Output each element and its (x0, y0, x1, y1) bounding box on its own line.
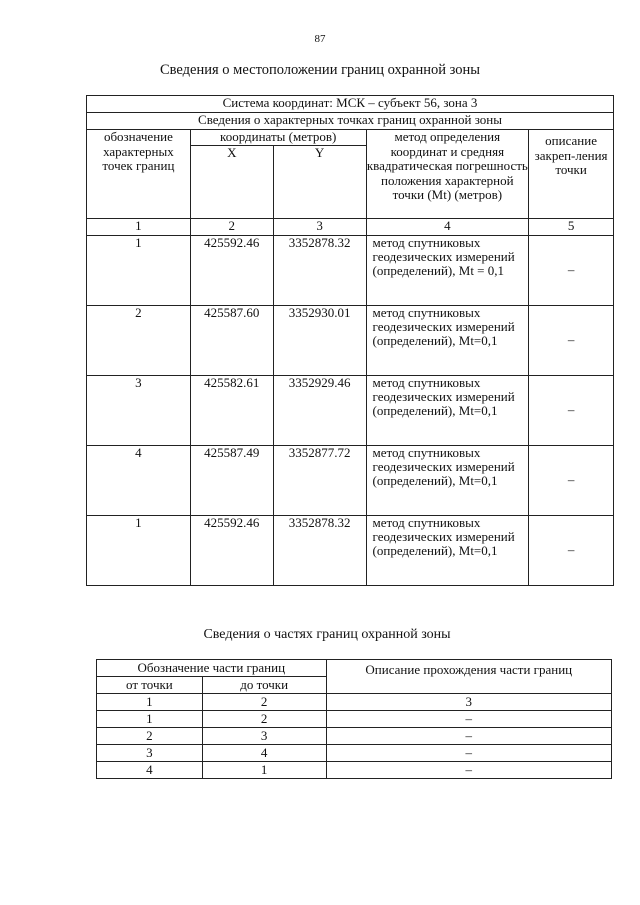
part-description: – (326, 728, 611, 745)
page-number: 87 (314, 33, 326, 45)
header-y: Y (273, 145, 366, 218)
point-description: – (529, 445, 614, 515)
table-row (97, 728, 612, 745)
header-part-description: Описание прохождения части границ (326, 660, 611, 694)
column-number: 4 (366, 218, 529, 235)
coordinate-y: 3352877.72 (273, 445, 366, 515)
column-number: 2 (190, 218, 273, 235)
column-number: 2 (202, 694, 326, 711)
point-designation: 3 (87, 375, 191, 445)
table-row (87, 305, 614, 375)
table-section-title: Сведения о характерных точках границ охранной зоны (87, 113, 614, 130)
part-description: – (326, 745, 611, 762)
coordinate-y: 3352930.01 (273, 305, 366, 375)
column-number: 5 (529, 218, 614, 235)
point-description: – (529, 235, 614, 305)
to-point: 4 (202, 745, 326, 762)
column-number: 1 (87, 218, 191, 235)
from-point: 4 (97, 762, 203, 779)
point-description: – (529, 375, 614, 445)
coordinate-system: Система координат: МСК – субъект 56, зона 3 (87, 96, 614, 113)
header-part-designation: Обозначение части границ (97, 660, 327, 677)
document-title: Сведения о местоположении границ охранной зоны (159, 62, 480, 78)
column-number: 1 (97, 694, 203, 711)
column-number: 3 (326, 694, 611, 711)
from-point: 1 (97, 711, 203, 728)
boundary-parts-table (96, 659, 612, 779)
point-designation: 1 (87, 515, 191, 585)
part-description: – (326, 762, 611, 779)
table-row (97, 711, 612, 728)
point-designation: 1 (87, 235, 191, 305)
coordinate-x: 425582.61 (190, 375, 273, 445)
from-point: 2 (97, 728, 203, 745)
point-description: – (529, 515, 614, 585)
coordinate-x: 425592.46 (190, 515, 273, 585)
header-from-point: от точки (97, 677, 203, 694)
to-point: 3 (202, 728, 326, 745)
point-designation: 4 (87, 445, 191, 515)
header-description: описание закреп-ления точки (529, 130, 614, 219)
header-method: метод определения координат и средняя квадратическая погрешность положения характерной точки (Mt) (метров) (366, 130, 529, 219)
coordinate-x: 425587.49 (190, 445, 273, 515)
to-point: 2 (202, 711, 326, 728)
coordinate-y: 3352878.32 (273, 515, 366, 585)
column-number: 3 (273, 218, 366, 235)
coordinates-table (86, 95, 614, 586)
table-row (87, 515, 614, 585)
header-coordinates: координаты (метров) (190, 130, 366, 146)
header-designation: обозначение характерных точек границ (87, 130, 191, 219)
header-to-point: до точки (202, 677, 326, 694)
coordinate-x: 425587.60 (190, 305, 273, 375)
coordinate-y: 3352878.32 (273, 235, 366, 305)
point-description: – (529, 305, 614, 375)
measurement-method: метод спутниковых геодезических измерений (определений), Mt=0,1 (366, 515, 529, 585)
parts-title: Сведения о частях границ охранной зоны (203, 627, 451, 642)
from-point: 3 (97, 745, 203, 762)
table-row (97, 745, 612, 762)
table-row (97, 762, 612, 779)
part-description: – (326, 711, 611, 728)
measurement-method: метод спутниковых геодезических измерений (определений), Mt=0,1 (366, 305, 529, 375)
coordinate-y: 3352929.46 (273, 375, 366, 445)
coordinate-x: 425592.46 (190, 235, 273, 305)
measurement-method: метод спутниковых геодезических измерений (определений), Mt=0,1 (366, 375, 529, 445)
point-designation: 2 (87, 305, 191, 375)
table-row (87, 445, 614, 515)
measurement-method: метод спутниковых геодезических измерений (определений), Mt = 0,1 (366, 235, 529, 305)
to-point: 1 (202, 762, 326, 779)
table-row (87, 375, 614, 445)
measurement-method: метод спутниковых геодезических измерений (определений), Mt=0,1 (366, 445, 529, 515)
table-row (87, 235, 614, 305)
header-x: X (190, 145, 273, 218)
